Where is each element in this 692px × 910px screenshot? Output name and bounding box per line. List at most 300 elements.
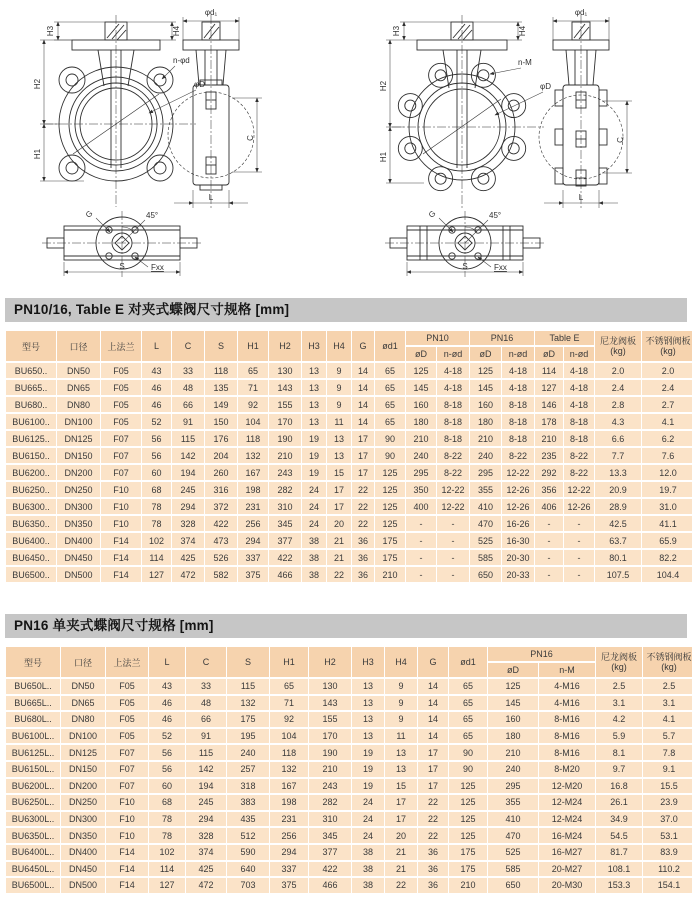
table-cell: 318 (227, 779, 269, 794)
table-cell: 12-22 (437, 499, 469, 514)
table-cell: 175 (375, 550, 405, 565)
table-cell: 2.0 (595, 363, 641, 378)
table-cell: 132 (238, 448, 268, 463)
table-cell: BU6400L.. (6, 845, 60, 860)
table-cell: 8-18 (502, 397, 534, 412)
table-cell: 17 (352, 431, 374, 446)
table-cell: 210 (470, 431, 501, 446)
table-cell: F07 (106, 745, 148, 760)
table-cell: 210 (375, 567, 405, 582)
angle-45-label: 45° (146, 211, 159, 220)
table-cell: 178 (535, 414, 563, 429)
table-cell: 406 (535, 499, 563, 514)
table-cell: DN400 (57, 533, 100, 548)
table-cell: 142 (172, 448, 204, 463)
table-cell: 53.1 (643, 828, 692, 843)
table-cell: 194 (172, 465, 204, 480)
table-cell: 422 (269, 550, 301, 565)
table-cell: 65 (375, 414, 405, 429)
table-cell: 240 (470, 448, 501, 463)
table-cell: 60 (142, 465, 171, 480)
table-cell: 107.5 (595, 567, 641, 582)
table-cell: DN500 (61, 878, 105, 893)
table-cell: 56 (142, 431, 171, 446)
table-cell: 160 (406, 397, 436, 412)
table-cell: 243 (309, 779, 351, 794)
table-cell: 2.4 (642, 380, 692, 395)
table-cell: DN50 (61, 679, 105, 694)
dim-c-label: C (246, 135, 255, 141)
table-cell: 26.1 (596, 795, 642, 810)
table-cell: 127 (142, 567, 171, 582)
table-cell: 15 (385, 779, 417, 794)
table-cell: 650 (488, 878, 538, 893)
table-cell: 294 (270, 845, 308, 860)
table-cell: 143 (309, 696, 351, 711)
table-cell: - (406, 567, 436, 582)
table-row (6, 812, 692, 827)
table-cell: 60 (149, 779, 185, 794)
table-cell: DN150 (61, 762, 105, 777)
table-cell: BU6300L.. (6, 812, 60, 827)
table-cell: DN65 (57, 380, 100, 395)
table-cell: 231 (238, 499, 268, 514)
table-cell: 16-30 (502, 533, 534, 548)
table-cell: 170 (309, 729, 351, 744)
table-cell: F05 (101, 397, 141, 412)
dim-h4-label: H4 (518, 25, 527, 37)
table-cell: F10 (101, 499, 141, 514)
table-cell: 240 (227, 745, 269, 760)
table-cell: 115 (186, 745, 226, 760)
table-cell: 125 (375, 516, 405, 531)
table-cell: 115 (227, 679, 269, 694)
table-cell: 33 (172, 363, 204, 378)
table-cell: 12-M20 (539, 779, 595, 794)
table-cell: 65.9 (642, 533, 692, 548)
table-cell: 473 (205, 533, 237, 548)
table-cell: 337 (238, 550, 268, 565)
table-cell: - (437, 533, 469, 548)
tapped-holes-label: n-M (518, 58, 532, 67)
table-cell: 132 (227, 696, 269, 711)
table-cell: 470 (488, 828, 538, 843)
table-cell: 22 (352, 482, 374, 497)
table-cell: 231 (270, 812, 308, 827)
lug-spec-body (6, 679, 692, 893)
table-cell: 52 (142, 414, 171, 429)
table-cell: 71 (270, 696, 308, 711)
table-cell: 19 (352, 745, 384, 760)
dim-l-label: L (578, 193, 584, 202)
table-cell: DN50 (57, 363, 100, 378)
table-row (6, 465, 692, 480)
table-cell: 46 (149, 696, 185, 711)
angle-45-label: 45° (489, 211, 502, 220)
table-cell: 38 (352, 845, 384, 860)
table-cell: 210 (309, 762, 351, 777)
lug-valve-side-drawing (539, 8, 632, 210)
table-cell: 48 (172, 380, 204, 395)
table-cell: 372 (205, 499, 237, 514)
table-cell: 8-22 (437, 448, 469, 463)
table-cell: - (535, 533, 563, 548)
table-cell: 350 (406, 482, 436, 497)
table-cell: 525 (470, 533, 501, 548)
table-cell: 6.6 (595, 431, 641, 446)
table-cell: BU6150.. (6, 448, 56, 463)
table-cell: 20 (385, 828, 417, 843)
table-cell: 150 (205, 414, 237, 429)
table-cell: 155 (269, 397, 301, 412)
table-cell: 115 (172, 431, 204, 446)
table-cell: 36 (352, 533, 374, 548)
table-cell: 125 (449, 828, 487, 843)
table-cell: 374 (172, 533, 204, 548)
table-row (6, 380, 692, 395)
dim-h2-label: H2 (379, 80, 388, 92)
table-cell: 24 (302, 499, 326, 514)
table-cell: 4-M16 (539, 679, 595, 694)
table-cell: 8-M16 (539, 712, 595, 727)
col-S: S (227, 647, 269, 677)
table-cell: 12-26 (502, 482, 534, 497)
table-cell: 52 (149, 729, 185, 744)
table-cell: 36 (418, 878, 448, 893)
table-cell: 240 (406, 448, 436, 463)
dim-g-label: G (426, 208, 438, 220)
table-cell: 8-18 (564, 431, 594, 446)
table-cell: 12-M24 (539, 812, 595, 827)
table-cell: 146 (535, 397, 563, 412)
table-cell: 22 (385, 878, 417, 893)
table-cell: 22 (352, 499, 374, 514)
table-cell: - (437, 516, 469, 531)
table-cell: 526 (205, 550, 237, 565)
table-cell: F05 (101, 363, 141, 378)
table-cell: 149 (205, 397, 237, 412)
table-cell: 54.5 (596, 828, 642, 843)
col-nylon-disc: 尼龙阀板 (kg) (595, 331, 641, 361)
table-cell: 245 (186, 795, 226, 810)
table-cell: 12-26 (564, 499, 594, 514)
table-cell: - (564, 550, 594, 565)
table-cell: 17 (352, 465, 374, 480)
table-cell: 38 (302, 567, 326, 582)
table-cell: 167 (238, 465, 268, 480)
table-cell: 167 (270, 779, 308, 794)
table-cell: F07 (101, 448, 141, 463)
table-cell: 14 (418, 696, 448, 711)
table-cell: 68 (149, 795, 185, 810)
col-pn10-n-od: n-ød (437, 347, 469, 361)
table-cell: 15 (327, 465, 351, 480)
table-cell: 590 (227, 845, 269, 860)
table-cell: 78 (149, 812, 185, 827)
table-cell: 92 (238, 397, 268, 412)
table-cell: F14 (106, 878, 148, 893)
table-cell: 114 (535, 363, 563, 378)
table-cell: F05 (106, 679, 148, 694)
table-cell: 65 (449, 696, 487, 711)
table-cell: 377 (269, 533, 301, 548)
table-cell: 43 (149, 679, 185, 694)
disc-diameter-label: φD (540, 82, 551, 91)
table-cell: 21 (327, 550, 351, 565)
table-cell: DN200 (61, 779, 105, 794)
table-cell: 65 (375, 397, 405, 412)
table-row (6, 567, 692, 582)
table-cell: 16-26 (502, 516, 534, 531)
col-H4: H4 (327, 331, 351, 361)
table-cell: 8-18 (502, 431, 534, 446)
table-cell: DN450 (57, 550, 100, 565)
table-cell: 240 (488, 762, 538, 777)
table-cell: 582 (205, 567, 237, 582)
table-cell: 13 (385, 762, 417, 777)
table-cell: 175 (375, 533, 405, 548)
table-cell: 102 (142, 533, 171, 548)
table-cell: 56 (149, 745, 185, 760)
wafer-valve-top-drawing (42, 209, 202, 277)
section1-title: PN10/16, Table E 对夹式蝶阀尺寸规格 [mm] (14, 302, 290, 317)
table-cell: 9 (385, 696, 417, 711)
table-cell: 46 (149, 712, 185, 727)
table-cell: 466 (309, 878, 351, 893)
table-cell: 17 (418, 762, 448, 777)
col-C: C (186, 647, 226, 677)
table-cell: BU6125L.. (6, 745, 60, 760)
table-cell: 2.4 (595, 380, 641, 395)
valve-drawings (0, 0, 692, 295)
table-cell: 525 (488, 845, 538, 860)
table-cell: 9 (327, 363, 351, 378)
table-cell: BU6400.. (6, 533, 56, 548)
col-model: 型号 (6, 331, 56, 361)
dim-h3-label: H3 (46, 25, 55, 37)
table-cell: F10 (106, 795, 148, 810)
table-cell: 14 (352, 380, 374, 395)
table-cell: 19 (302, 448, 326, 463)
section2-title-bar (5, 614, 687, 638)
table-cell: 4-18 (437, 380, 469, 395)
table-cell: 383 (227, 795, 269, 810)
table-cell: 14 (352, 363, 374, 378)
table-cell: 20 (327, 516, 351, 531)
table-cell: 8-22 (502, 448, 534, 463)
col-bore: 口径 (57, 331, 100, 361)
wafer-spec-table (5, 329, 692, 584)
table-cell: 4.3 (595, 414, 641, 429)
table-cell: 8-18 (437, 414, 469, 429)
table-cell: - (437, 567, 469, 582)
table-cell: 125 (449, 795, 487, 810)
table-cell: 22 (327, 567, 351, 582)
table-cell: 294 (186, 812, 226, 827)
group-PN10: PN10 (406, 331, 469, 345)
table-cell: 4-18 (564, 397, 594, 412)
table-cell: 257 (227, 762, 269, 777)
table-cell: 125 (449, 779, 487, 794)
table-cell: 345 (309, 828, 351, 843)
table-cell: 125 (470, 363, 501, 378)
table-cell: BU6500L.. (6, 878, 60, 893)
table-row (6, 431, 692, 446)
table-cell: 2.7 (642, 397, 692, 412)
table-cell: 4-18 (437, 363, 469, 378)
table-cell: 5.7 (643, 729, 692, 744)
table-cell: 195 (227, 729, 269, 744)
table-cell: 8-M16 (539, 745, 595, 760)
table-cell: DN200 (57, 465, 100, 480)
table-cell: 175 (449, 845, 487, 860)
table-cell: 190 (269, 431, 301, 446)
table-cell: 260 (205, 465, 237, 480)
dim-s-label: S (119, 262, 125, 271)
wafer-spec-body (6, 363, 692, 582)
dim-l-label: L (208, 193, 214, 202)
table-cell: 66 (186, 712, 226, 727)
table-cell: 43 (142, 363, 171, 378)
table-cell: DN80 (57, 397, 100, 412)
table-cell: - (437, 550, 469, 565)
table-row (6, 729, 692, 744)
table-cell: F14 (106, 862, 148, 877)
table-cell: 282 (309, 795, 351, 810)
table-cell: 19.7 (642, 482, 692, 497)
table-cell: 81.7 (596, 845, 642, 860)
table-cell: 108.1 (596, 862, 642, 877)
table-cell: 294 (172, 499, 204, 514)
col-top-flange: 上法兰 (106, 647, 148, 677)
table-cell: 125 (488, 679, 538, 694)
table-cell: BU6125.. (6, 431, 56, 446)
dim-h4-label: H4 (172, 25, 181, 37)
table-cell: 36 (418, 845, 448, 860)
table-cell: - (535, 567, 563, 582)
table-cell: BU680L.. (6, 712, 60, 727)
table-cell: 78 (142, 499, 171, 514)
table-cell: BU6500.. (6, 567, 56, 582)
table-cell: 14 (418, 729, 448, 744)
table-cell: - (535, 550, 563, 565)
table-cell: BU650L.. (6, 679, 60, 694)
table-cell: DN300 (57, 499, 100, 514)
table-cell: 19 (352, 762, 384, 777)
table-cell: 46 (142, 397, 171, 412)
table-cell: F14 (101, 533, 141, 548)
table-cell: 145 (406, 380, 436, 395)
table-cell: 2.0 (642, 363, 692, 378)
table-cell: 422 (205, 516, 237, 531)
col-od1: ød1 (375, 331, 405, 361)
table-cell: DN100 (57, 414, 100, 429)
table-cell: 9.1 (643, 762, 692, 777)
col-stainless-disc: 不锈钢阀板 (kg) (643, 647, 692, 677)
table-cell: 9.7 (596, 762, 642, 777)
table-cell: 17 (352, 448, 374, 463)
table-cell: F07 (106, 762, 148, 777)
table-cell: 5.9 (596, 729, 642, 744)
table-cell: 170 (269, 414, 301, 429)
table-cell: 12-22 (437, 482, 469, 497)
table-cell: 153.3 (596, 878, 642, 893)
table-cell: 7.8 (643, 745, 692, 760)
table-cell: 65 (449, 679, 487, 694)
table-cell: 235 (535, 448, 563, 463)
table-cell: DN400 (61, 845, 105, 860)
table-cell: 425 (172, 550, 204, 565)
table-cell: 17 (327, 499, 351, 514)
table-cell: 21 (327, 533, 351, 548)
table-cell: 374 (186, 845, 226, 860)
table-cell: 425 (186, 862, 226, 877)
dim-g-label: G (83, 208, 95, 220)
col-od1: ød1 (449, 647, 487, 677)
col-H2: H2 (269, 331, 301, 361)
dim-c-label: C (616, 137, 625, 143)
table-cell: 125 (375, 482, 405, 497)
table-cell: 125 (406, 363, 436, 378)
table-cell: 90 (375, 448, 405, 463)
table-cell: 78 (142, 516, 171, 531)
dim-h2-label: H2 (33, 78, 42, 90)
table-cell: 19 (302, 465, 326, 480)
table-cell: 63.7 (595, 533, 641, 548)
table-cell: 13 (302, 363, 326, 378)
table-row (6, 533, 692, 548)
table-cell: F05 (101, 380, 141, 395)
table-cell: F10 (106, 812, 148, 827)
table-cell: 154.1 (643, 878, 692, 893)
table-cell: 8-18 (437, 431, 469, 446)
col-H3: H3 (352, 647, 384, 677)
table-row (6, 878, 692, 893)
table-cell: 12-22 (564, 482, 594, 497)
table-cell: DN500 (57, 567, 100, 582)
col-bore: 口径 (61, 647, 105, 677)
table-cell: 292 (535, 465, 563, 480)
table-cell: 470 (470, 516, 501, 531)
table-cell: 38 (302, 550, 326, 565)
col-H1: H1 (238, 331, 268, 361)
table-cell: 180 (470, 414, 501, 429)
table-cell: 65 (449, 712, 487, 727)
table-cell: 256 (270, 828, 308, 843)
table-cell: 104.4 (642, 567, 692, 582)
table-cell: F14 (106, 845, 148, 860)
group-PN16: PN16 (470, 331, 534, 345)
table-cell: 9 (385, 679, 417, 694)
table-cell: 65 (270, 679, 308, 694)
table-cell: 310 (309, 812, 351, 827)
table-cell: 11 (385, 729, 417, 744)
table-cell: 294 (238, 533, 268, 548)
table-cell: 585 (470, 550, 501, 565)
col-tablee-oD: øD (535, 347, 563, 361)
table-cell: 4-18 (564, 380, 594, 395)
col-H3: H3 (302, 331, 326, 361)
table-cell: 65 (238, 363, 268, 378)
col-model: 型号 (6, 647, 60, 677)
table-cell: 68 (142, 482, 171, 497)
table-cell: - (406, 516, 436, 531)
table-cell: 316 (205, 482, 237, 497)
table-cell: 34.9 (596, 812, 642, 827)
table-cell: 92 (270, 712, 308, 727)
table-cell: 102 (149, 845, 185, 860)
table-cell: DN125 (57, 431, 100, 446)
